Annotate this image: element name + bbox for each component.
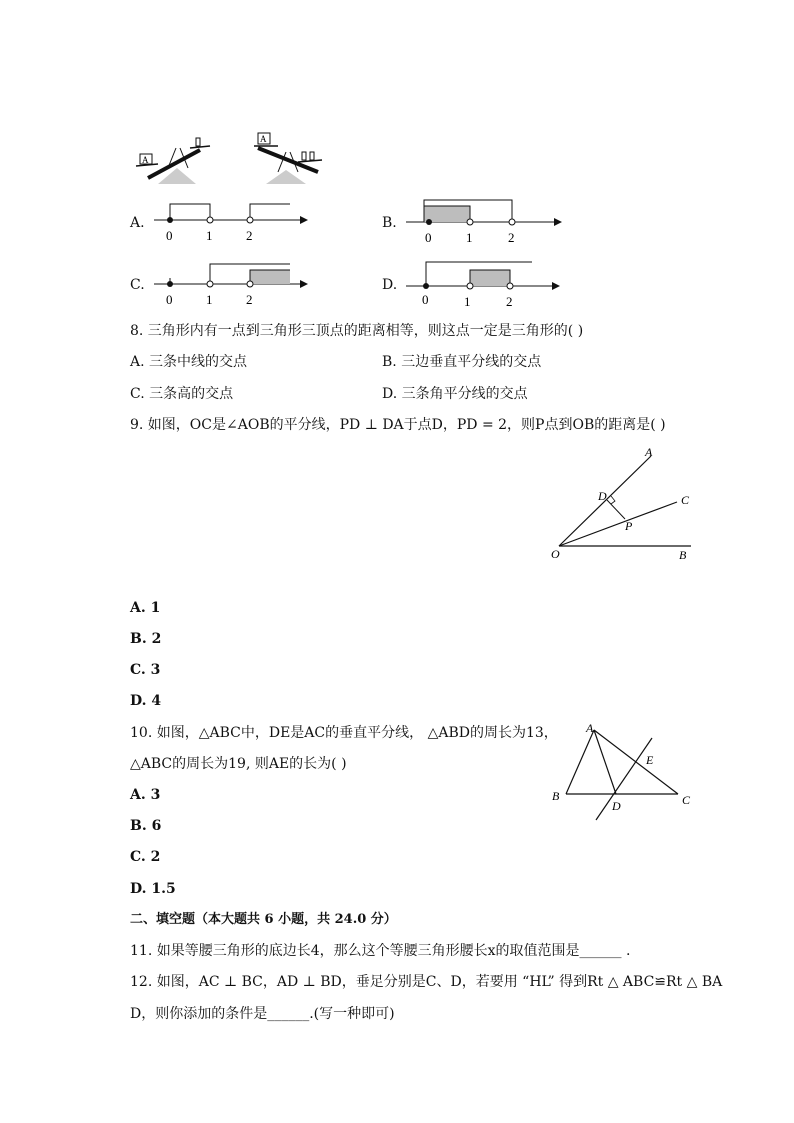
tick-label-1: 1 [466, 230, 473, 245]
q12-line1: 12. 如图，AC ⊥ BC，AD ⊥ BD，垂足分别是C、D，若要用 “HL” 得到Rt △ ABC≌Rt △ BA [130, 974, 723, 990]
point-a-label: A [586, 721, 594, 735]
q7-option-a-letter[interactable]: A. [130, 215, 145, 231]
q12-line2: D，则你添加的条件是______.(写一种即可) [130, 1006, 395, 1022]
point-d-label: D [612, 799, 621, 813]
q10-stem-line2: △ABC的周长为19, 则AE的长为( ) [130, 756, 347, 772]
q10-choice-b[interactable]: B. 6 [130, 818, 162, 834]
point-e-label: E [646, 753, 654, 767]
tick-label-0: 0 [166, 292, 173, 307]
q9-stem: 9. 如图，OC是∠AOB的平分线，PD ⊥ DA于点D，PD = 2，则P点到OB的距离是( ) [130, 417, 666, 433]
tick-label-1: 1 [206, 228, 213, 243]
tick-label-1: 1 [464, 294, 471, 309]
tick-label-0: 0 [422, 292, 429, 307]
tick-label-2: 2 [246, 292, 253, 307]
q8-choice-c[interactable]: C. 三条高的交点 [130, 386, 234, 402]
tick-label-0: 0 [166, 228, 173, 243]
balance-scales-figure [128, 128, 328, 188]
q7-option-d-letter[interactable]: D. [382, 277, 398, 293]
tick-label-1: 1 [206, 292, 213, 307]
q7-option-b-number-line [402, 196, 566, 248]
q8-choice-b[interactable]: B. 三边垂直平分线的交点 [382, 354, 542, 370]
left-scale-block-label: A [142, 155, 149, 165]
tick-label-0: 0 [425, 230, 432, 245]
q10-triangle-figure [548, 718, 698, 824]
q10-choice-c[interactable]: C. 2 [130, 849, 161, 865]
point-a-label: A [645, 445, 653, 459]
q7-option-d-number-line [402, 256, 566, 312]
point-c-label: C [682, 793, 691, 807]
point-c-label: C [681, 493, 690, 507]
q8-choice-d[interactable]: D. 三条角平分线的交点 [382, 386, 528, 402]
q8-choice-a[interactable]: A. 三条中线的交点 [130, 354, 248, 370]
q7-option-c-letter[interactable]: C. [130, 277, 145, 293]
q9-choice-c[interactable]: C. 3 [130, 662, 161, 678]
q10-choice-d[interactable]: D. 1.5 [130, 881, 176, 897]
right-balance-scale [254, 133, 322, 184]
tick-label-2: 2 [508, 230, 515, 245]
tick-label-2: 2 [246, 228, 253, 243]
q9-choice-a[interactable]: A. 1 [130, 600, 161, 616]
q9-angle-figure [545, 440, 705, 568]
section-heading-fill-in: 二、填空题（本大题共 6 小题，共 24.0 分） [130, 912, 397, 927]
q11-stem: 11. 如果等腰三角形的底边长4，那么这个等腰三角形腰长x的取值范围是______ . [130, 943, 631, 959]
q8-stem: 8. 三角形内有一点到三角形三顶点的距离相等，则这点一定是三角形的( ) [130, 323, 584, 339]
point-p-label: P [625, 519, 633, 533]
q9-choice-d[interactable]: D. 4 [130, 693, 162, 709]
tick-label-2: 2 [506, 294, 513, 309]
q7-option-c-number-line [150, 258, 310, 310]
point-o-label: O [551, 547, 560, 561]
q7-option-b-letter[interactable]: B. [382, 215, 397, 231]
q10-stem-line1: 10. 如图，△ABC中，DE是AC的垂直平分线， △ABD的周长为13， [130, 725, 558, 741]
q10-choice-a[interactable]: A. 3 [130, 787, 161, 803]
q7-option-a-number-line [150, 198, 310, 248]
right-scale-block-label: A [260, 134, 267, 144]
q9-choice-b[interactable]: B. 2 [130, 631, 162, 647]
left-balance-scale [136, 128, 278, 184]
point-b-label: B [552, 789, 560, 803]
point-d-label: D [598, 489, 607, 503]
point-b-label: B [679, 548, 687, 562]
